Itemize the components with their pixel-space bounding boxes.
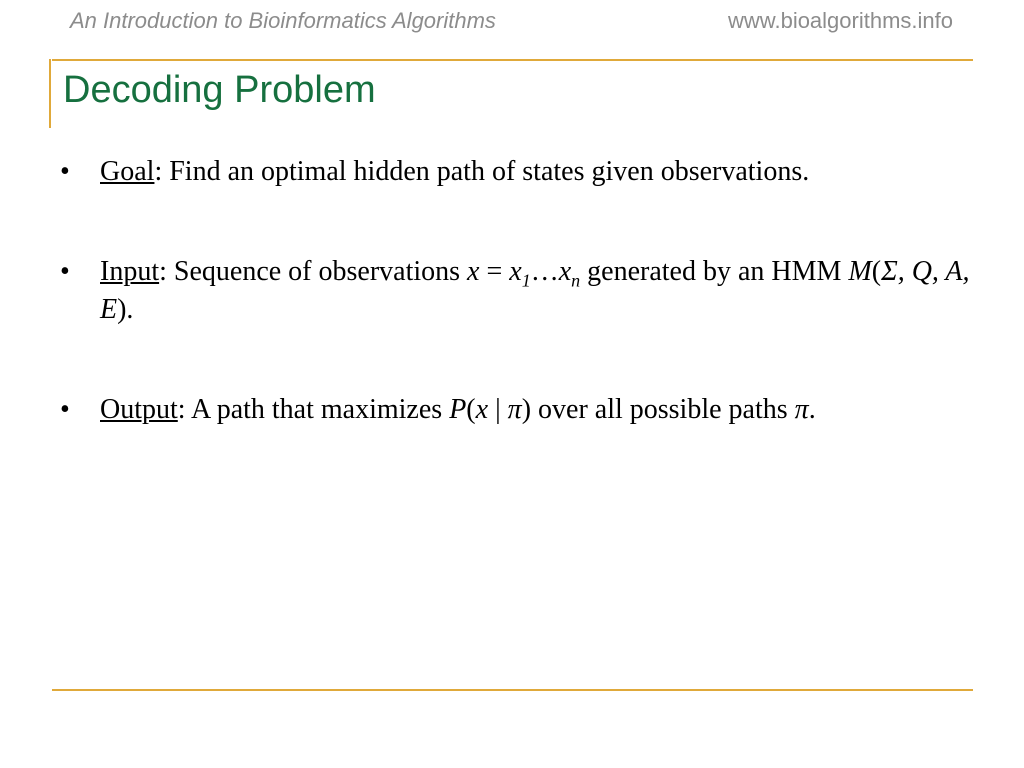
bullet-output bbox=[60, 391, 1000, 429]
math-open-paren: ( bbox=[871, 256, 882, 287]
math-params: Σ, Q, A, E bbox=[100, 256, 970, 325]
bullet-list bbox=[60, 153, 1000, 491]
input-text-2: generated by an HMM bbox=[580, 256, 849, 287]
output-term: Output bbox=[100, 394, 178, 425]
bullet-input bbox=[60, 253, 1000, 329]
math-x: x bbox=[475, 394, 489, 425]
math-sub-n: n bbox=[571, 270, 581, 291]
bullet-dot: • bbox=[60, 256, 70, 287]
input-term: Input bbox=[100, 256, 160, 287]
output-end: . bbox=[808, 394, 816, 425]
bullet-dot: • bbox=[60, 394, 70, 425]
title-side-rule bbox=[49, 59, 51, 128]
course-title: An Introduction to Bioinformatics Algorithms bbox=[70, 8, 496, 33]
math-close-paren: ). bbox=[117, 294, 134, 325]
bullet-dot: • bbox=[60, 156, 70, 187]
math-open-paren: ( bbox=[466, 394, 476, 425]
math-x: x bbox=[467, 256, 480, 287]
math-bar: | bbox=[488, 394, 508, 425]
input-text: : Sequence of observations bbox=[159, 256, 468, 287]
website-url: www.bioalgorithms.info bbox=[728, 8, 953, 33]
math-pi-2: π bbox=[794, 394, 809, 425]
math-sub-1: 1 bbox=[521, 270, 531, 291]
bottom-rule bbox=[52, 689, 973, 691]
math-eq: = bbox=[479, 256, 510, 287]
math-model: M bbox=[848, 256, 872, 287]
math-x1: x bbox=[509, 256, 522, 287]
output-text: : A path that maximizes bbox=[177, 394, 450, 425]
bullet-goal bbox=[60, 153, 1000, 191]
math-xn: x bbox=[558, 256, 572, 287]
math-pi: π bbox=[507, 394, 522, 425]
output-text-2: ) over all possible paths bbox=[521, 394, 795, 425]
math-dots: … bbox=[530, 256, 559, 287]
math-P: P bbox=[449, 394, 467, 425]
goal-text: : Find an optimal hidden path of states given observations. bbox=[154, 156, 810, 187]
goal-term: Goal bbox=[100, 156, 155, 187]
slide-title: Decoding Problem bbox=[63, 69, 376, 111]
top-rule bbox=[52, 59, 973, 61]
